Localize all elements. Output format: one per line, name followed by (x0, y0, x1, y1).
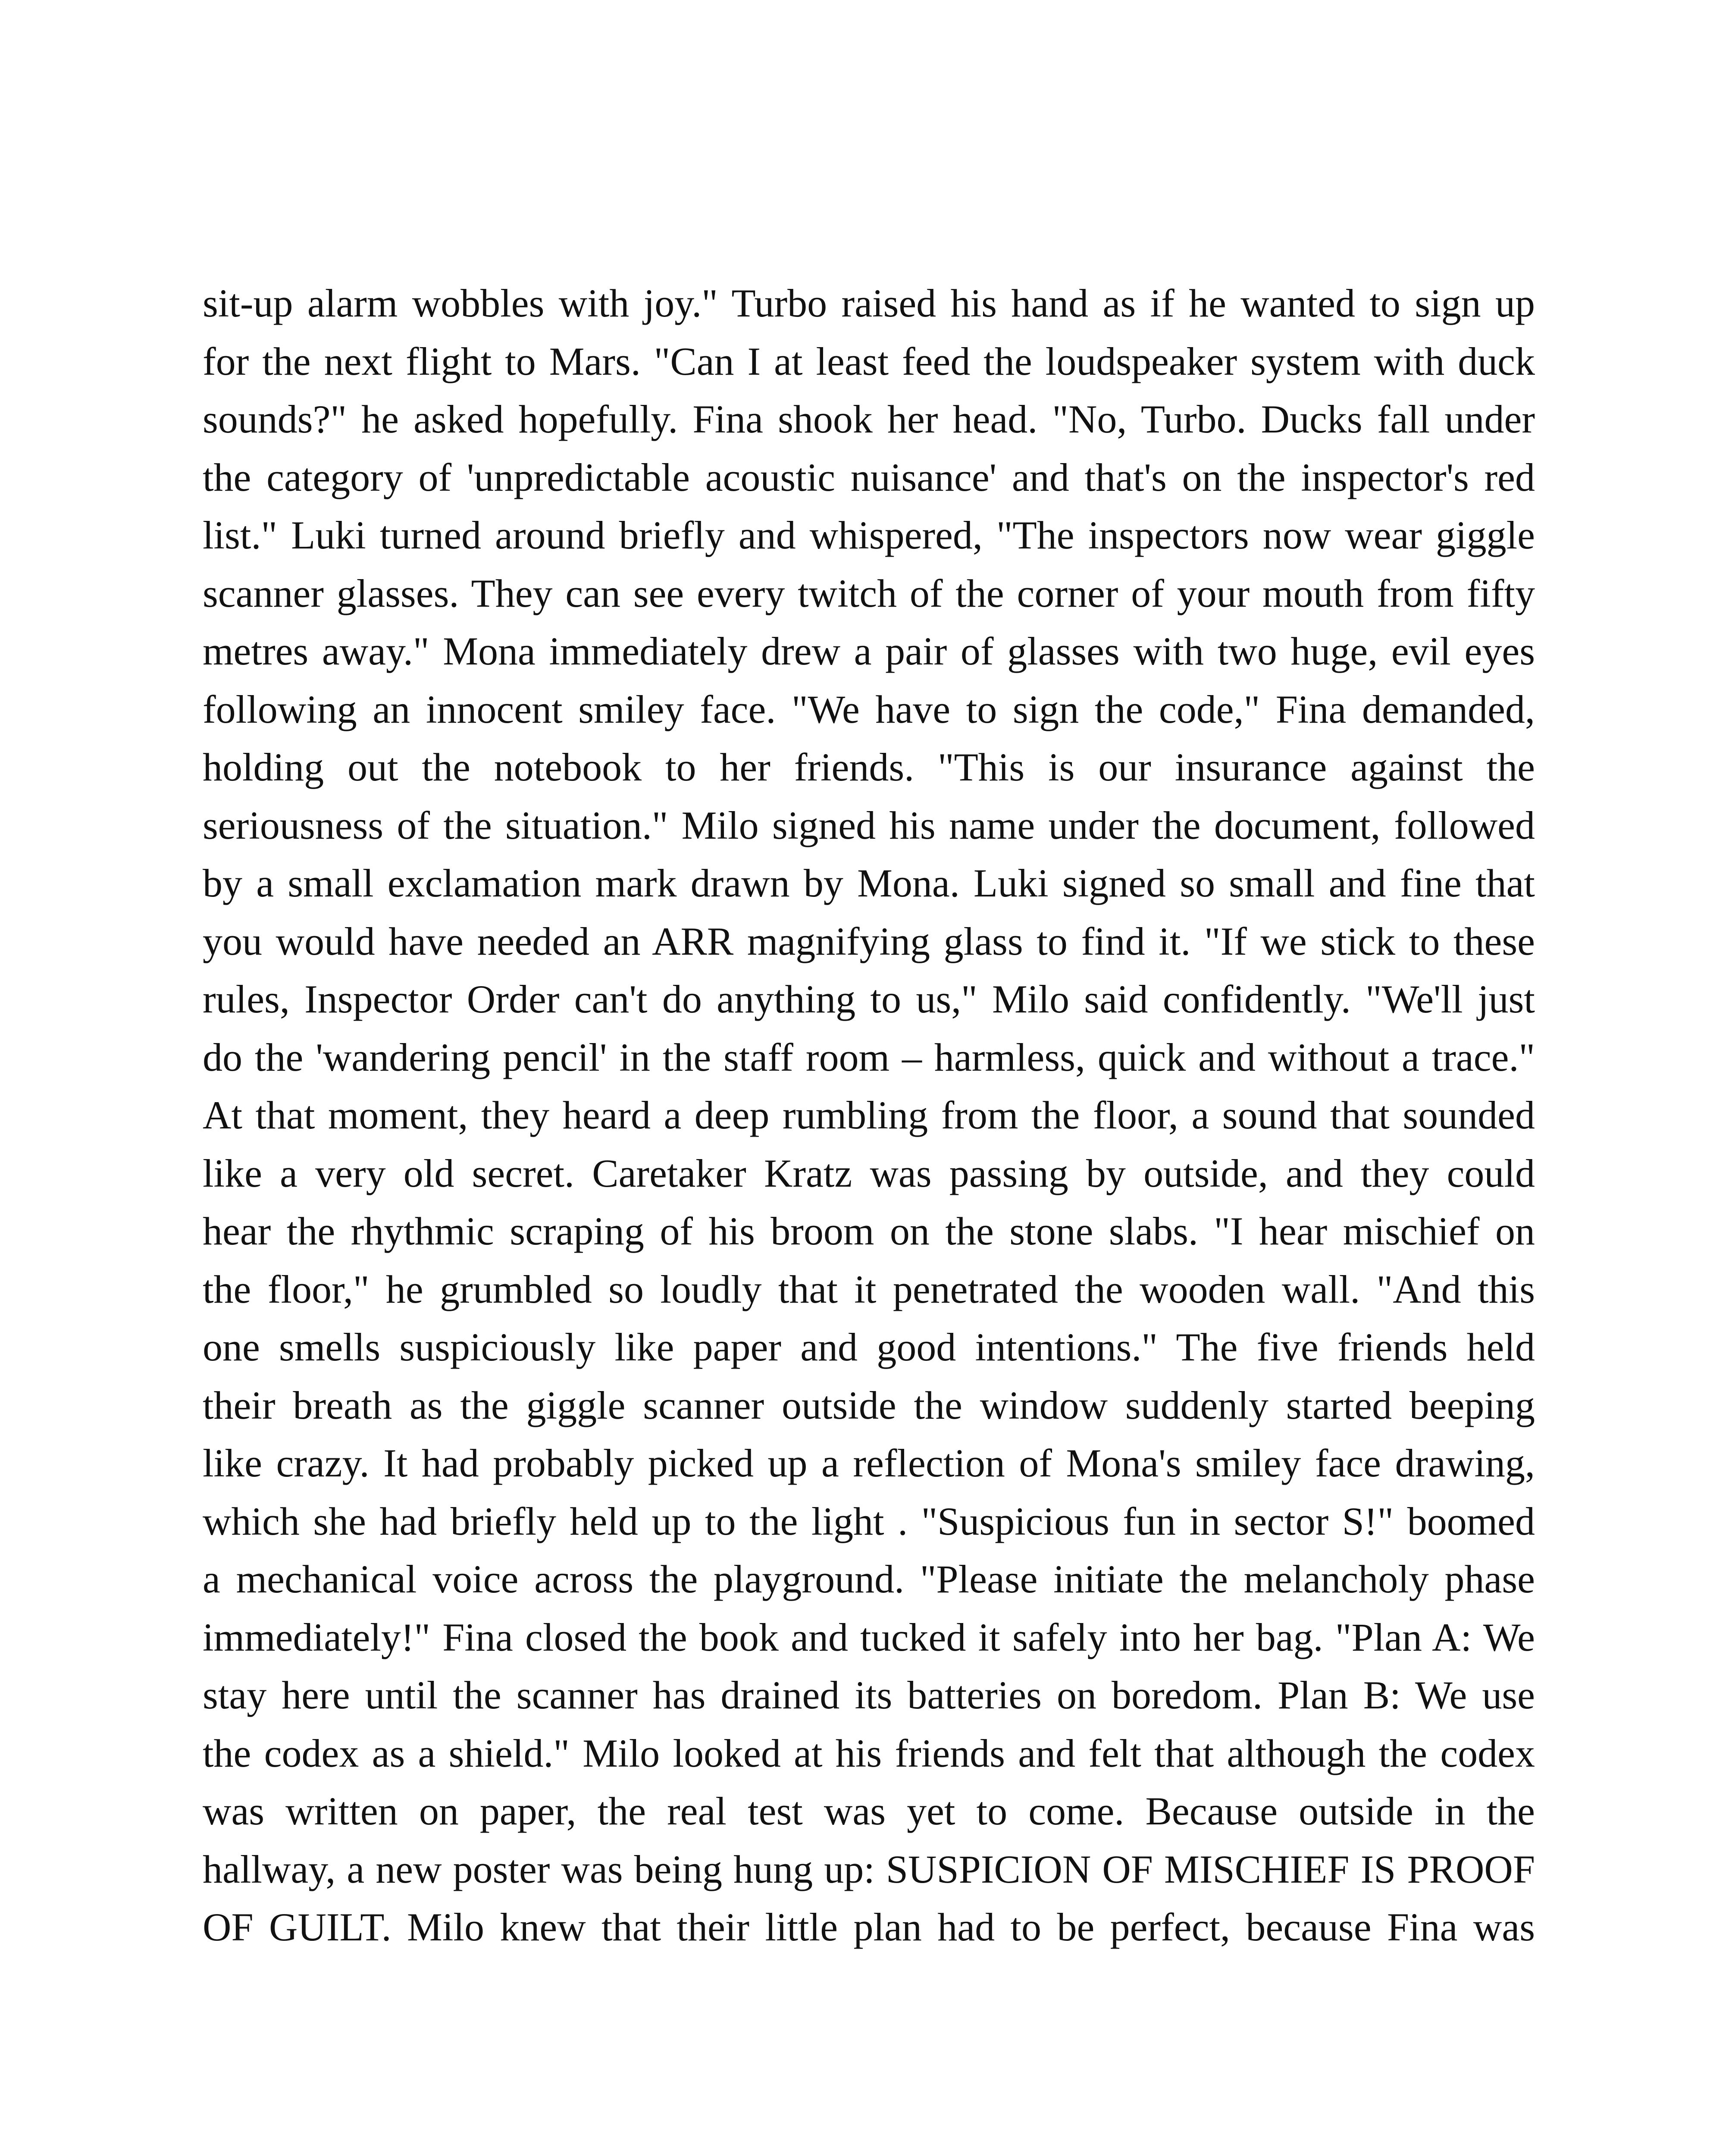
text-line: a mechanical voice across the playground. "Please initiate the melancholy phase (203, 1557, 1535, 1601)
text-line: their breath as the giggle scanner outside the window suddenly started beeping (203, 1383, 1535, 1427)
text-line: for the next flight to Mars. "Can I at least feed the loudspeaker system with duck (203, 339, 1535, 383)
text-line: sounds?" he asked hopefully. Fina shook her head. "No, Turbo. Ducks fall under (203, 397, 1535, 441)
text-line: hear the rhythmic scraping of his broom on the stone slabs. "I hear mischief on (203, 1209, 1535, 1253)
text-line: which she had briefly held up to the light . "Suspicious fun in sector S!" boomed (203, 1499, 1535, 1543)
text-line: was written on paper, the real test was yet to come. Because outside in the (203, 1789, 1535, 1833)
text-line: rules, Inspector Order can't do anything to us," Milo said confidently. "We'll just (203, 977, 1535, 1021)
text-line: immediately!" Fina closed the book and tucked it safely into her bag. "Plan A: We (203, 1615, 1535, 1659)
text-line: seriousness of the situation." Milo signed his name under the document, followed (203, 803, 1535, 847)
text-line: scanner glasses. They can see every twitch of the corner of your mouth from fifty (203, 571, 1535, 615)
text-line: you would have needed an ARR magnifying glass to find it. "If we stick to these (203, 919, 1535, 963)
text-line: hallway, a new poster was being hung up: SUSPICION OF MISCHIEF IS PROOF (203, 1847, 1535, 1891)
text-line: OF GUILT. Milo knew that their little plan had to be perfect, because Fina was (203, 1905, 1535, 1949)
text-line: metres away." Mona immediately drew a pair of glasses with two huge, evil eyes (203, 629, 1535, 673)
text-line: the floor," he grumbled so loudly that it penetrated the wooden wall. "And this (203, 1267, 1535, 1311)
text-line: like a very old secret. Caretaker Kratz was passing by outside, and they could (203, 1151, 1535, 1195)
text-line: do the 'wandering pencil' in the staff room – harmless, quick and without a trace." (203, 1035, 1535, 1079)
text-line: the category of 'unpredictable acoustic nuisance' and that's on the inspector's red (203, 455, 1535, 499)
text-line: following an innocent smiley face. "We have to sign the code," Fina demanded, (203, 687, 1535, 731)
text-line: like crazy. It had probably picked up a reflection of Mona's smiley face drawing, (203, 1441, 1535, 1485)
text-line: sit-up alarm wobbles with joy." Turbo raised his hand as if he wanted to sign up (203, 281, 1535, 325)
text-line: one smells suspiciously like paper and good intentions." The five friends held (203, 1325, 1535, 1369)
text-line: list." Luki turned around briefly and whispered, "The inspectors now wear giggle (203, 513, 1535, 557)
body-text (203, 274, 1535, 1956)
text-line: stay here until the scanner has drained its batteries on boredom. Plan B: We use (203, 1673, 1535, 1717)
text-line: At that moment, they heard a deep rumbling from the floor, a sound that sounded (203, 1093, 1535, 1137)
text-line: the codex as a shield." Milo looked at his friends and felt that although the codex (203, 1731, 1535, 1775)
text-line: by a small exclamation mark drawn by Mona. Luki signed so small and fine that (203, 861, 1535, 905)
text-line: holding out the notebook to her friends. "This is our insurance against the (203, 745, 1535, 789)
